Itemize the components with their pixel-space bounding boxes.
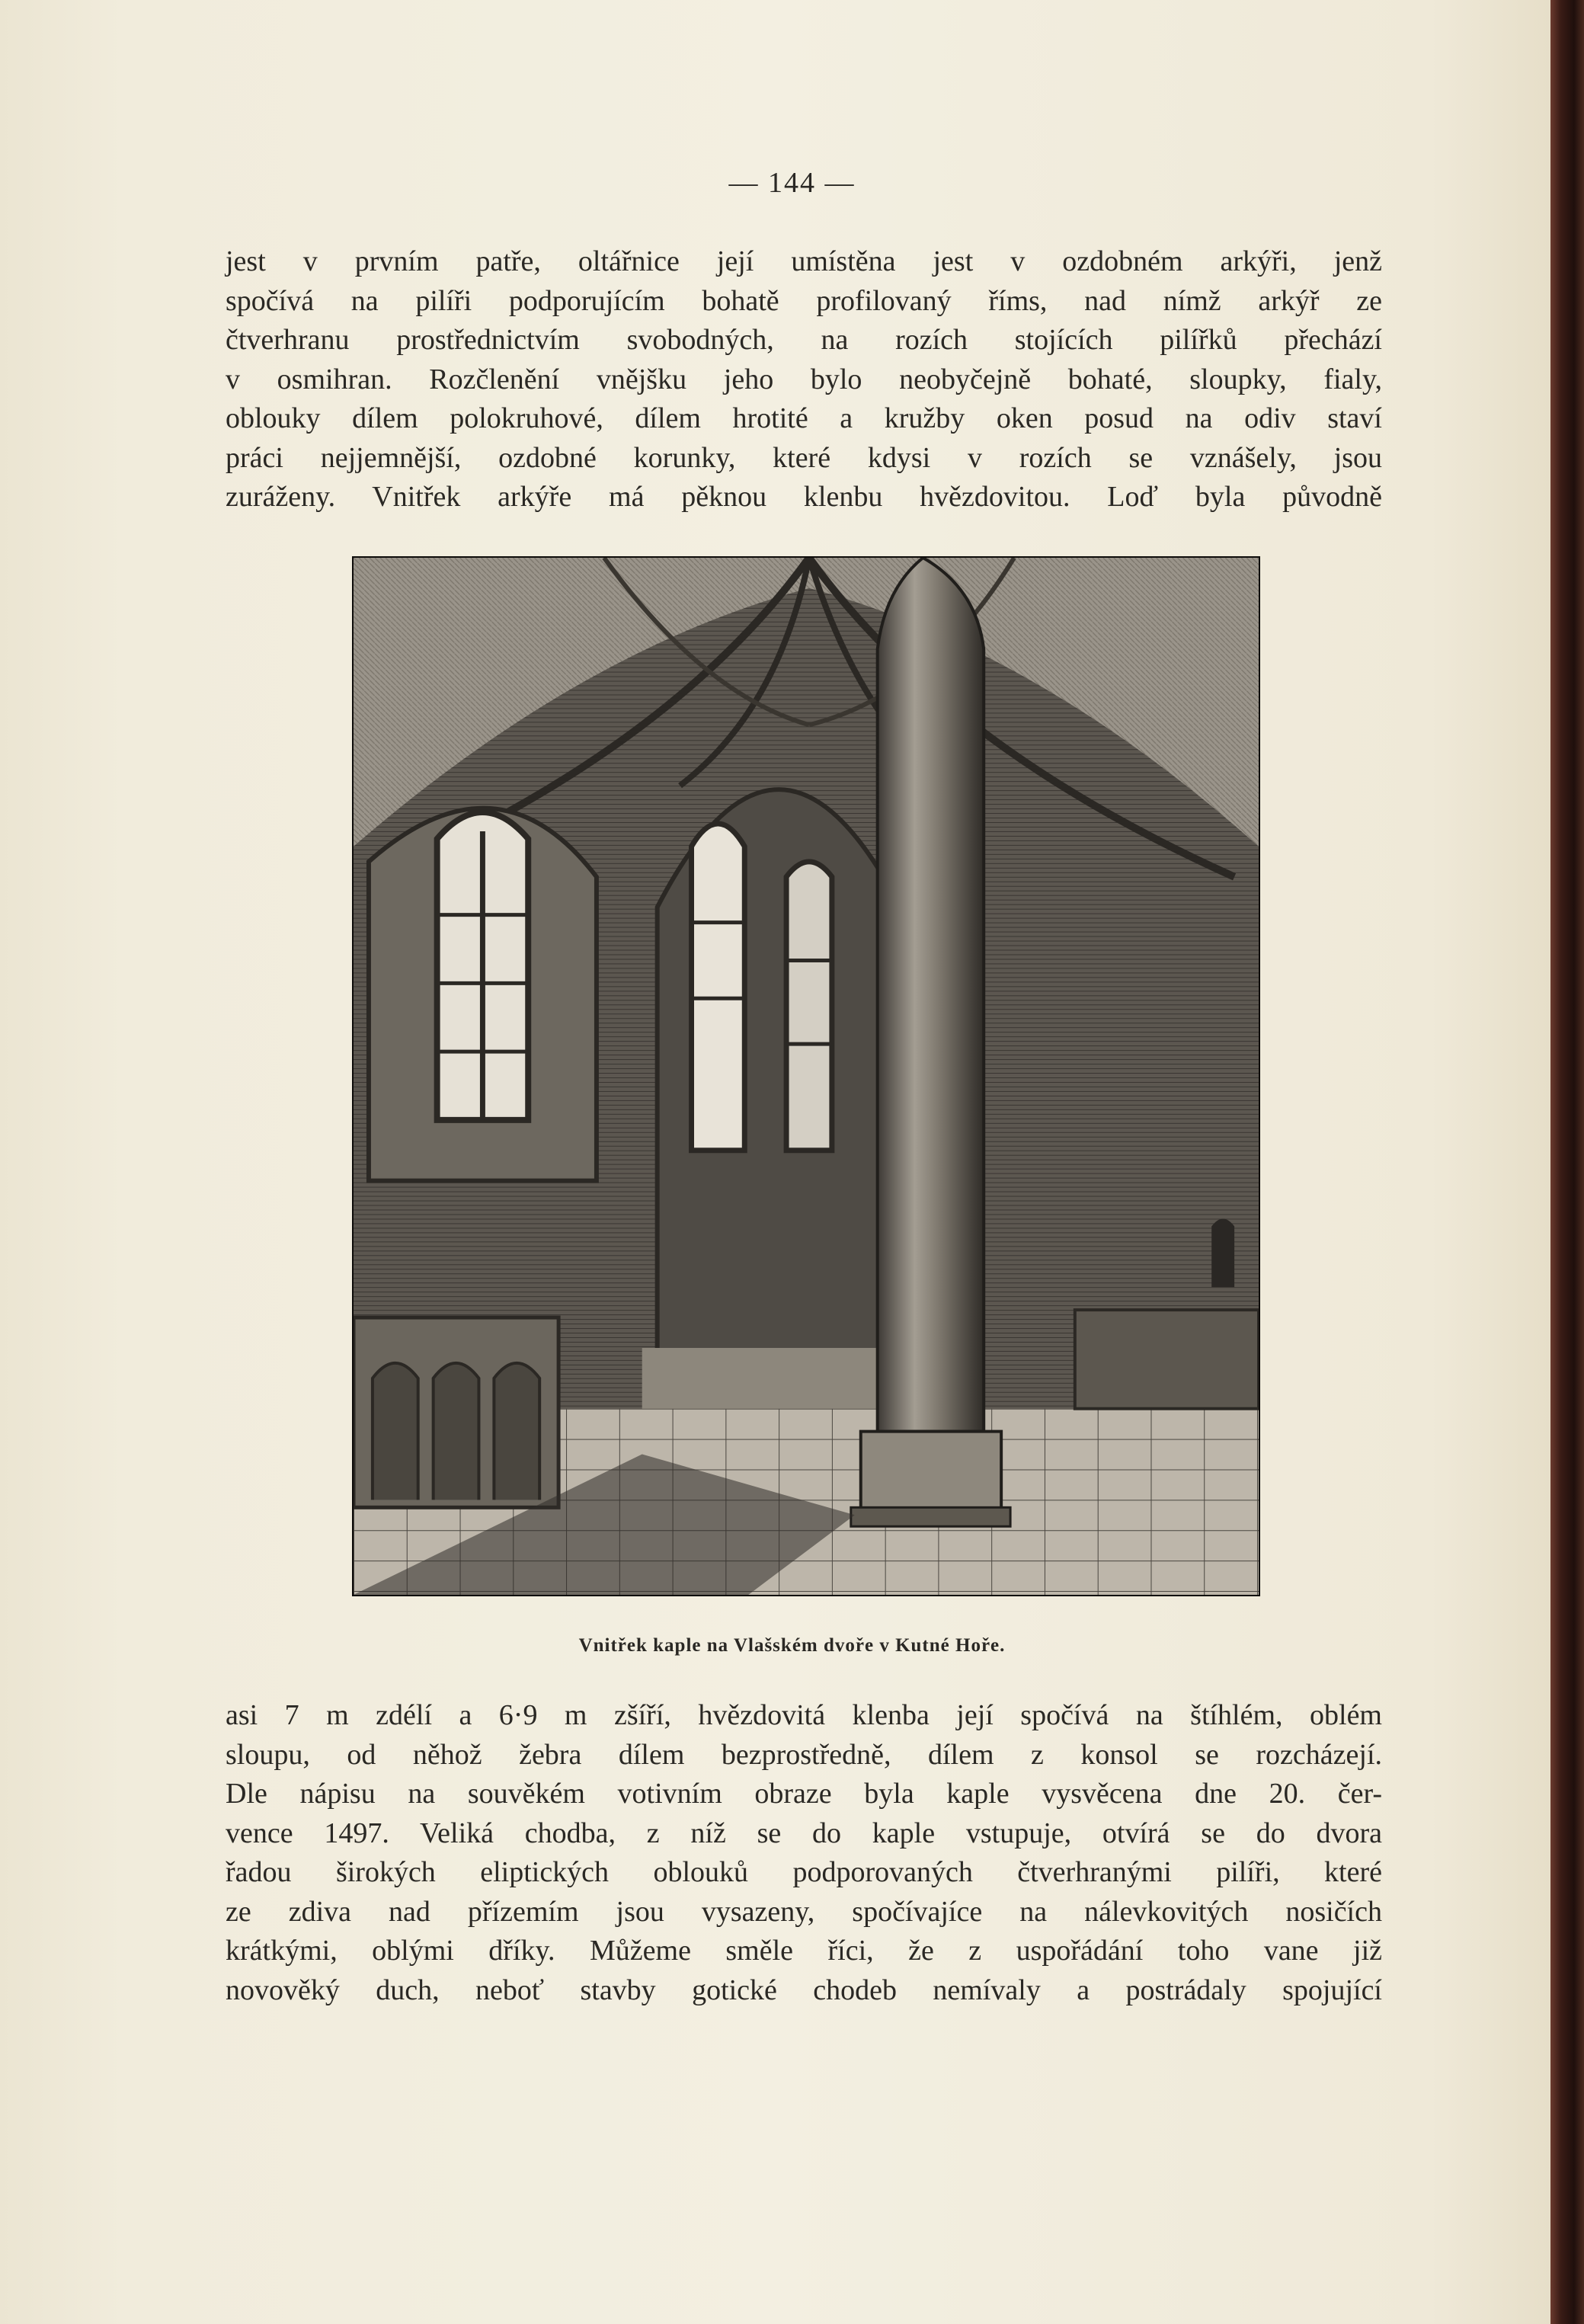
engraving-drawing xyxy=(354,558,1259,1595)
text-line: čtverhranu prostřednictvím svobodných, na rozích stojících pilířků přechází xyxy=(226,324,1382,356)
paragraph-bottom xyxy=(226,1696,1382,2010)
text-line: jest v prvním patře, oltářnice její umístěna jest v ozdobném arkýři, jenž xyxy=(226,245,1382,277)
page-number: — 144 — xyxy=(728,167,856,199)
text-line: zuráženy. Vnitřek arkýře má pěknou klenbu hvězdovitou. Loď byla původně xyxy=(226,481,1382,513)
chapel-interior-illustration xyxy=(352,556,1260,1596)
text-line: práci nejjemnější, ozdobné korunky, které kdysi v rozích se vznášely, jsou xyxy=(226,441,1382,474)
text-line: novověký duch, neboť stavby gotické chodeb nemívaly a postrádaly spojující xyxy=(226,1973,1382,2006)
text-line: v osmihran. Rozčlenění vnějšku jeho bylo neobyčejně bohaté, sloupky, fialy, xyxy=(226,363,1382,395)
figure-caption: Vnitřek kaple na Vlašském dvoře v Kutné Hoře. xyxy=(578,1635,1006,1656)
text-line: vence 1497. Veliká chodba, z níž se do kaple vstupuje, otvírá se do dvora xyxy=(226,1817,1382,1849)
book-spine xyxy=(1550,0,1584,2324)
text-line: oblouky dílem polokruhové, dílem hrotité a kružby oken posud na odiv staví xyxy=(226,402,1382,434)
text-line: asi 7 m zdélí a 6·9 m zšíří, hvězdovitá klenba její spočívá na štíhlém, oblém xyxy=(226,1699,1382,1731)
text-line: sloupu, od něhož žebra dílem bezprostředně, dílem z konsol se rozcházejí. xyxy=(226,1738,1382,1771)
text-line: krátkými, oblými dříky. Můžeme směle říci, že z uspořádání toho vane již xyxy=(226,1935,1382,1967)
text-line: spočívá na pilíři podporujícím bohatě profilovaný říms, nad nímž arkýř ze xyxy=(226,284,1382,317)
text-line: ze zdiva nad přízemím jsou vysazeny, spočívajíce na nálevkovitých nosičích xyxy=(226,1895,1382,1928)
text-line: řadou širokých eliptických oblouků podporovaných čtverhranými pilíři, které xyxy=(226,1856,1382,1888)
text-line: Dle nápisu na souvěkém votivním obraze byla kaple vysvěcena dne 20. čer- xyxy=(226,1778,1382,1810)
paragraph-top xyxy=(226,242,1382,517)
